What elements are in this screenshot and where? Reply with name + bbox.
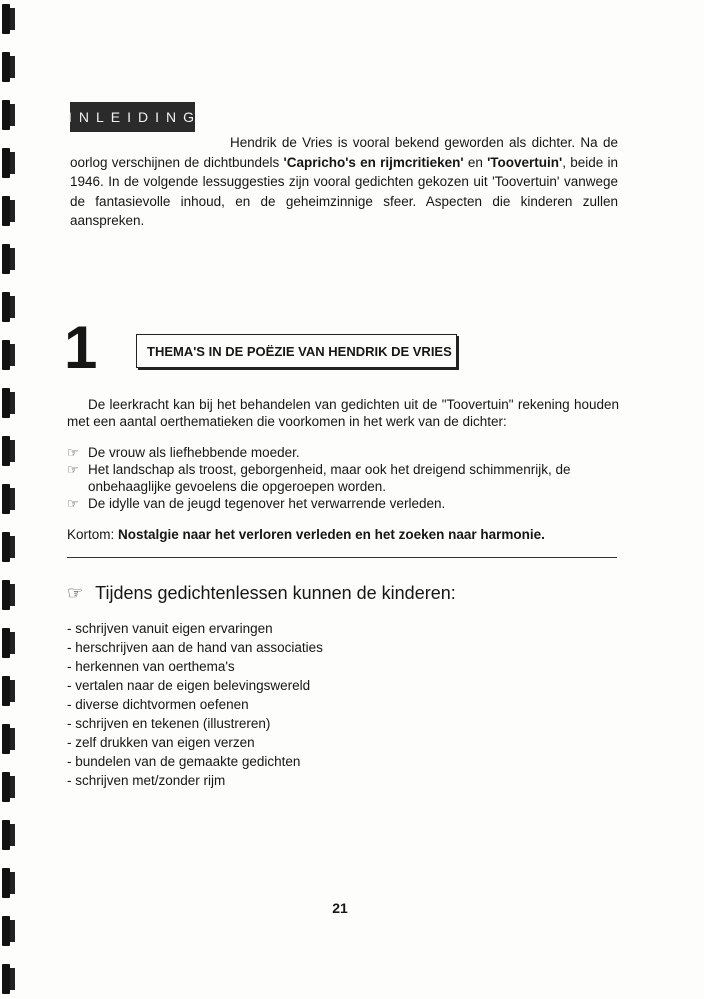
summary-line — [67, 527, 545, 542]
activities-heading — [67, 582, 456, 604]
intro-lead-text: Hendrik de Vries is vooral bekend geworden als dichter. Na de oorlog verschijnen de dichtbundels — [70, 135, 618, 170]
pointing-hand-icon: ☞ — [67, 445, 79, 460]
binding-ring — [2, 340, 10, 370]
binding-ring — [2, 724, 10, 754]
bundle-title: 'Toovertuin' — [487, 154, 563, 170]
intro-rest-text: , beide in 1946. In de volgende lessuggesties zijn vooral gedichten gekozen uit 'Toovertuin' vanwege de fantasievolle inhoud, en de geheimzinnige sfeer. Aspecten die kinderen zullen aanspreken. — [70, 154, 618, 228]
binding-ring — [2, 820, 10, 850]
binding-ring — [2, 148, 10, 178]
section-label-inleiding: INLEIDING — [70, 102, 195, 132]
pointing-hand-icon: ☞ — [67, 462, 79, 477]
list-item — [67, 461, 619, 495]
activities-list — [67, 619, 323, 790]
list-item: - herkennen van oerthema's — [67, 659, 235, 674]
list-item: - zelf drukken van eigen verzen — [67, 735, 255, 750]
list-item: - schrijven met/zonder rijm — [67, 773, 226, 788]
binding-ring — [2, 916, 10, 946]
activities-heading-text: Tijdens gedichtenlessen kunnen de kinderen: — [95, 583, 456, 603]
binding-ring — [2, 964, 10, 994]
horizontal-divider — [67, 557, 617, 558]
bullet-text: De vrouw als liefhebbende moeder. — [88, 445, 300, 460]
binding-ring — [2, 4, 10, 34]
summary-text: Nostalgie naar het verloren verleden en het zoeken naar harmonie. — [118, 527, 545, 542]
binding-ring — [2, 532, 10, 562]
list-item: - schrijven vanuit eigen ervaringen — [67, 621, 273, 636]
summary-label: Kortom: — [67, 527, 119, 542]
intro-paragraph — [70, 133, 618, 231]
binding-ring — [2, 388, 10, 418]
list-item: - schrijven en tekenen (illustreren) — [67, 716, 271, 731]
list-item: - bundelen van de gemaakte gedichten — [67, 754, 301, 769]
binding-ring — [2, 52, 10, 82]
page-number: 21 — [332, 900, 348, 916]
section-paragraph — [67, 396, 619, 430]
section-title: THEMA'S IN DE POËZIE VAN HENDRIK DE VRIES — [136, 334, 457, 368]
section-paragraph-text: De leerkracht kan bij het behandelen van gedichten uit de "Toovertuin" rekening houden met een aantal oerthematieken die voorkomen in het werk van de dichter: — [67, 397, 619, 429]
pointing-hand-icon: ☞ — [67, 583, 84, 603]
list-item: - vertalen naar de eigen belevingswereld — [67, 678, 311, 693]
binding-ring — [2, 100, 10, 130]
binding-ring — [2, 868, 10, 898]
list-item: - herschrijven aan de hand van associaties — [67, 640, 323, 655]
list-item — [67, 495, 619, 512]
pointing-hand-icon: ☞ — [67, 496, 79, 511]
bullet-text: De idylle van de jeugd tegenover het verwarrende verleden. — [88, 496, 446, 511]
binding-ring — [2, 580, 10, 610]
spiral-binding — [0, 0, 18, 999]
bundle-title: 'Capricho's en rijmcritieken' — [283, 154, 464, 170]
binding-ring — [2, 436, 10, 466]
binding-ring — [2, 628, 10, 658]
list-item: - diverse dichtvormen oefenen — [67, 697, 249, 712]
binding-ring — [2, 196, 10, 226]
binding-ring — [2, 292, 10, 322]
list-item — [67, 444, 619, 461]
binding-ring — [2, 772, 10, 802]
binding-ring — [2, 676, 10, 706]
bullet-text: Het landschap als troost, geborgenheid, maar ook het dreigend schimmenrijk, de onbehaaglijke gevoelens die opgeroepen worden. — [88, 462, 571, 494]
theme-bullet-list — [67, 444, 619, 512]
binding-ring — [2, 244, 10, 274]
section-number: 1 — [64, 314, 98, 381]
binding-ring — [2, 484, 10, 514]
intro-connector: en — [463, 154, 488, 170]
